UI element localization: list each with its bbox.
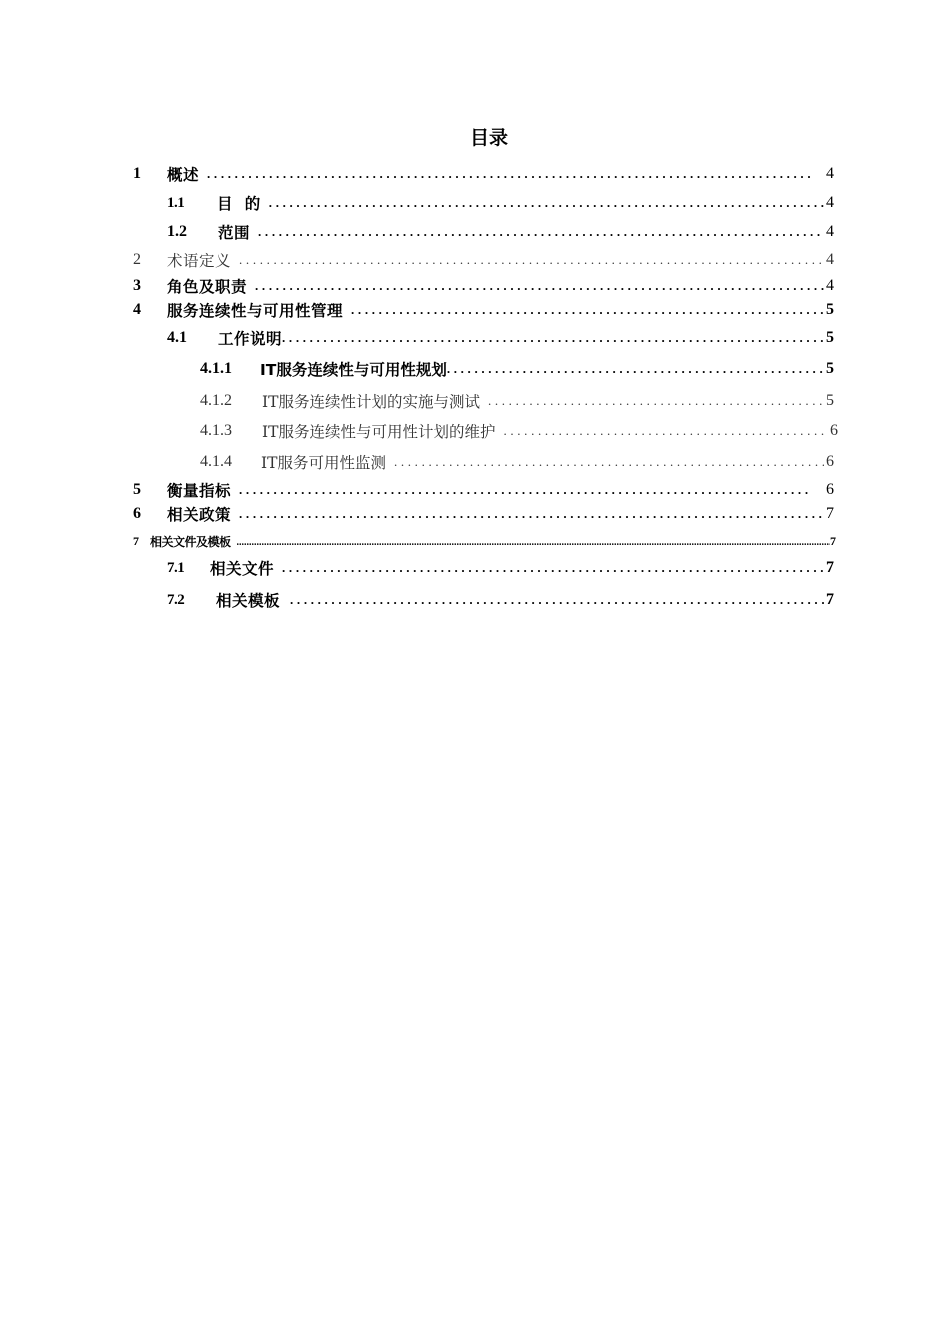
- toc-entry-page: 4: [826, 277, 834, 294]
- toc-entry-number: 2: [133, 251, 141, 268]
- toc-entry-label: 相关模板: [216, 592, 281, 610]
- toc-entry-page: 5: [826, 329, 834, 346]
- toc-entry-6[interactable]: [0, 501, 834, 527]
- toc-entry-page: 4: [826, 223, 834, 240]
- toc-entry-number: 3: [133, 277, 141, 294]
- toc-entry-label: 工作说明: [218, 330, 283, 348]
- toc-entry-number: 4.1.2: [200, 392, 232, 409]
- toc-entry-1[interactable]: [0, 161, 834, 187]
- toc-entry-4-1-4[interactable]: [0, 449, 834, 475]
- toc-entry-label: IT服务连续性与可用性计划的维护: [262, 423, 496, 441]
- toc-entry-4[interactable]: [0, 297, 834, 323]
- toc-entry-page: 5: [826, 360, 834, 377]
- toc-entry-label: 概述: [167, 166, 200, 184]
- toc-entry-page: 6: [826, 481, 834, 498]
- toc-entry-label: IT服务可用性监测: [261, 454, 386, 472]
- toc-dot-leader: [447, 359, 824, 379]
- toc-entry-number: 6: [133, 505, 141, 522]
- toc-entry-1-1[interactable]: [0, 190, 834, 216]
- toc-entry-page: 4: [826, 194, 834, 211]
- toc-entry-number: 1.2: [167, 223, 187, 240]
- toc-entry-4-1[interactable]: [0, 325, 834, 351]
- toc-entry-number: 4.1.4: [200, 453, 232, 470]
- toc-entry-7-2[interactable]: [0, 587, 834, 613]
- toc-entry-number: 5: [133, 481, 141, 498]
- toc-entry-4-1-3[interactable]: [0, 418, 838, 444]
- toc-entry-label: 相关文件及模板: [150, 534, 231, 549]
- toc-entry-number: 4.1: [167, 329, 187, 346]
- toc-entry-page: 4: [826, 165, 834, 182]
- toc-dot-leader: [207, 164, 812, 184]
- toc-entry-number: 1.1: [167, 194, 185, 211]
- toc-dot-leader: [239, 250, 824, 270]
- toc-entry-page: 5: [826, 392, 834, 409]
- toc-entry-page: 7: [826, 591, 834, 608]
- toc-entry-page: 4: [826, 251, 834, 268]
- toc-dot-leader: [488, 391, 824, 411]
- toc-entry-label: IT服务连续性计划的实施与测试: [262, 393, 480, 411]
- toc-entry-label: 服务连续性与可用性管理: [167, 302, 344, 320]
- toc-entry-number: 7: [133, 533, 139, 548]
- toc-entry-4-1-2[interactable]: [0, 388, 834, 414]
- toc-entry-1-2[interactable]: [0, 219, 834, 245]
- toc-title: 目录: [469, 127, 508, 149]
- toc-entry-number: 4.1.3: [200, 422, 232, 439]
- toc-dot-leader: [258, 222, 824, 242]
- toc-dot-leader: [282, 328, 824, 348]
- toc-entry-number: 1: [133, 165, 141, 182]
- toc-entry-5[interactable]: [0, 477, 834, 503]
- toc-entry-page: 6: [830, 422, 838, 439]
- toc-entry-label: 相关文件: [210, 560, 275, 578]
- toc-entry-label: 相关政策: [167, 506, 232, 524]
- toc-dot-leader: [394, 452, 824, 472]
- toc-entry-label: 范围: [218, 224, 251, 242]
- toc-entry-page: 7: [826, 505, 834, 522]
- toc-dot-leader: [239, 504, 824, 524]
- toc-dot-leader: [237, 533, 830, 549]
- toc-entry-4-1-1[interactable]: [0, 356, 834, 382]
- toc-dot-leader: [239, 480, 812, 500]
- toc-dot-leader: [290, 590, 824, 610]
- toc-entry-page: 7: [830, 533, 836, 548]
- toc-entry-number: 4: [133, 301, 141, 318]
- toc-entry-2[interactable]: [0, 247, 834, 273]
- toc-dot-leader: [255, 276, 824, 296]
- toc-entry-label: 角色及职责: [167, 278, 248, 296]
- toc-entry-page: 6: [826, 453, 834, 470]
- toc-dot-leader: [503, 421, 828, 441]
- toc-entry-label: 术语定义: [167, 252, 232, 270]
- toc-entry-label: 衡量指标: [167, 482, 232, 500]
- toc-dot-leader: [351, 300, 824, 320]
- toc-dot-leader: [269, 193, 824, 213]
- toc-entry-number: 4.1.1: [200, 360, 232, 377]
- toc-entry-page: 7: [826, 559, 834, 576]
- toc-entry-7-1[interactable]: [0, 555, 834, 581]
- toc-entry-page: 5: [826, 301, 834, 318]
- toc-entry-number: 7.2: [167, 591, 185, 608]
- toc-entry-number: 7.1: [167, 559, 185, 576]
- toc-dot-leader: [282, 558, 824, 578]
- toc-entry-label: IT服务连续性与可用性规划: [260, 361, 447, 379]
- toc-entry-7[interactable]: [0, 531, 836, 551]
- toc-entry-label: 目 的: [217, 195, 261, 213]
- toc-entry-3[interactable]: [0, 273, 834, 299]
